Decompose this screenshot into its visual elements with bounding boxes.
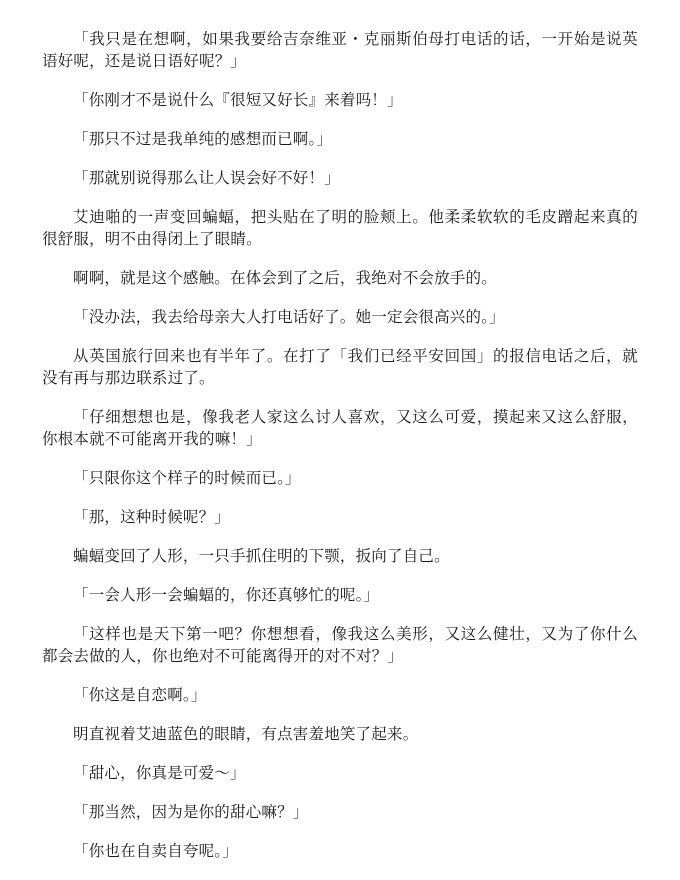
paragraph: 「只限你这个样子的时候而已。」 (73, 469, 301, 487)
paragraph: 从英国旅行回来也有半年了。在打了「我们已经平安回国」的报信电话之后，就没有再与那边联系过了。 (42, 347, 638, 387)
paragraph: 「那只不过是我单纯的感想而已啊。」 (73, 130, 333, 148)
paragraph: 「一会人形一会蝙蝠的，你还真够忙的呢。」 (73, 586, 380, 604)
paragraph: 「甜心，你真是可爱～」 (73, 764, 246, 782)
paragraph: 「我只是在想啊，如果我要给吉奈维亚・克丽斯伯母打电话的话，一开始是说英语好呢，还是说日语好呢？」 (42, 30, 638, 70)
paragraph: 明直视着艾迪蓝色的眼睛，有点害羞地笑了起来。 (73, 725, 419, 743)
paragraph: 「你刚才不是说什么『很短又好长』来着吗！」 (73, 91, 403, 109)
paragraph: 「你这是自恋啊。」 (73, 686, 207, 704)
paragraph: 「那就别说得那么让人误会好不好！」 (73, 169, 340, 187)
paragraph: 「你也在自卖自夸呢。」 (73, 842, 238, 860)
paragraph: 「这样也是天下第一吧？你想想看，像我这么美形，又这么健壮，又为了你什么都会去做的人，你也绝对不可能离得开的对不对？」 (42, 625, 638, 665)
paragraph: 「仔细想想也是，像我老人家这么讨人喜欢，又这么可爱，摸起来又这么舒服，你根本就不可能离开我的嘛！」 (42, 408, 638, 448)
paragraph: 艾迪啪的一声变回蝙蝠，把头贴在了明的脸颊上。他柔柔软软的毛皮蹭起来真的很舒服，明不由得闭上了眼睛。 (42, 208, 638, 248)
paragraph: 「那当然，因为是你的甜心嘛？」 (73, 803, 309, 821)
paragraph: 「那，这种时候呢？」 (73, 508, 231, 526)
paragraph: 「没办法，我去给母亲大人打电话好了。她一定会很高兴的。」 (73, 308, 505, 326)
paragraph: 蝙蝠变回了人形，一只手抓住明的下颚，扳向了自己。 (73, 547, 450, 565)
paragraph: 啊啊，就是这个感触。在体会到了之后，我绝对不会放手的。 (73, 269, 497, 287)
